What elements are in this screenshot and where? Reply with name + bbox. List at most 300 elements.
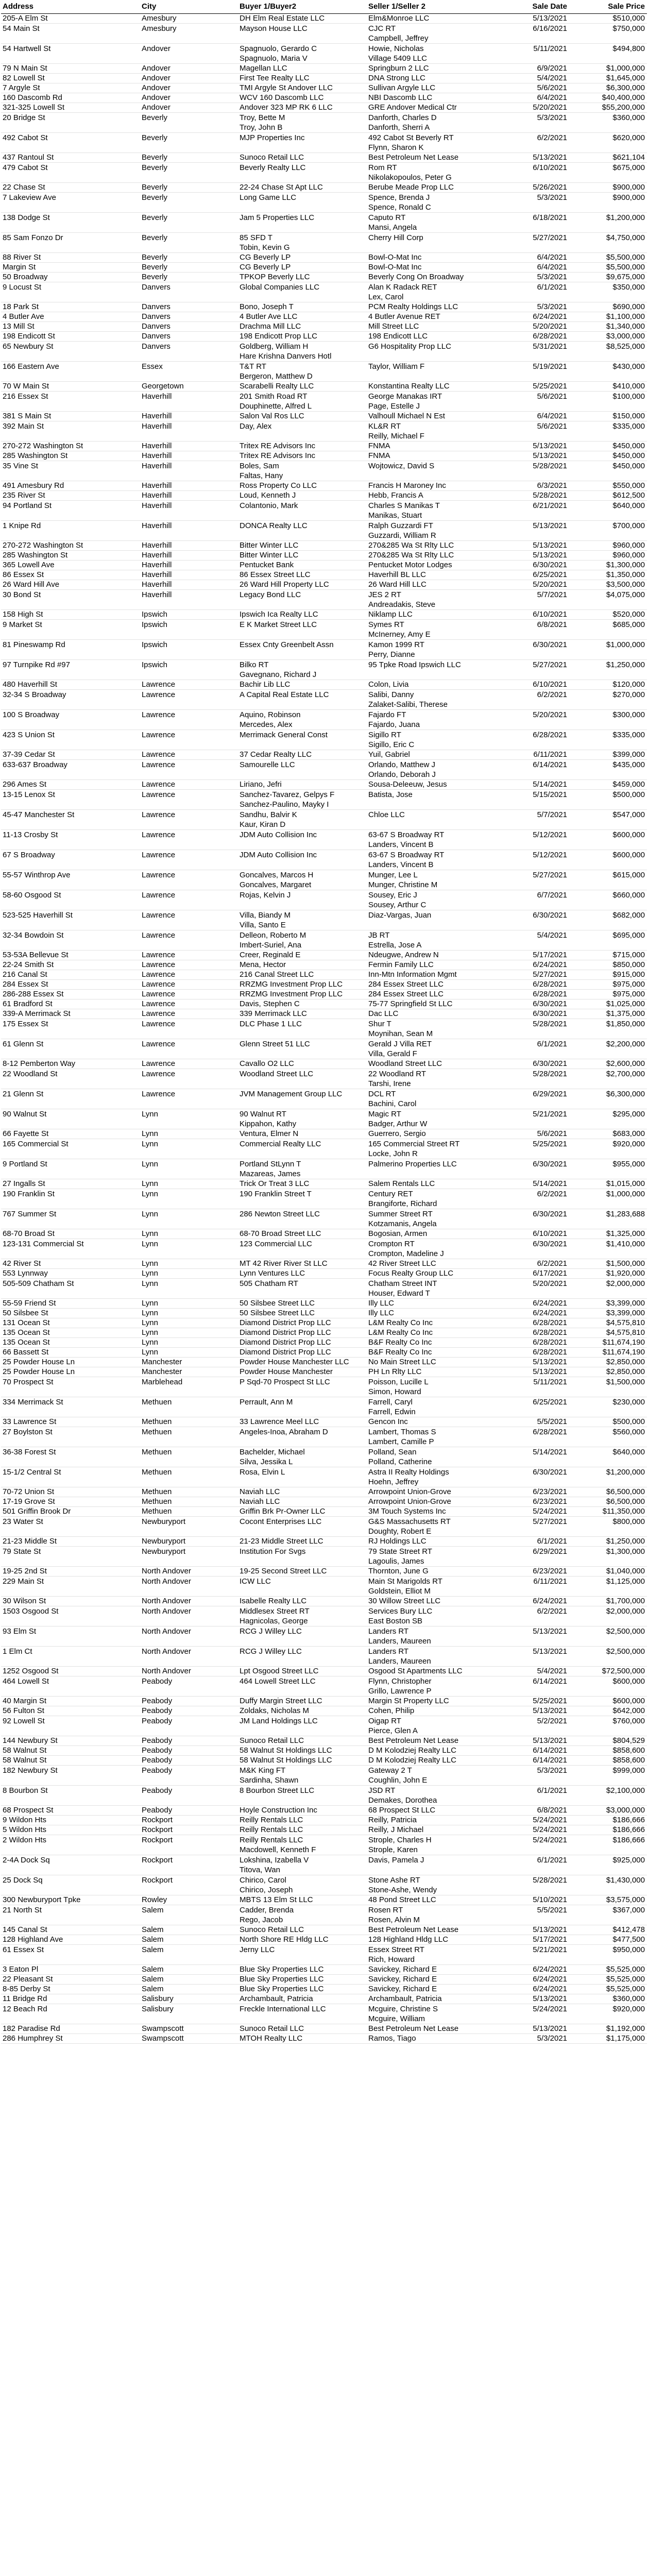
cell-sale-date: 6/30/2021: [533, 999, 567, 1008]
table-row: [1, 890, 647, 910]
table-row: [1, 163, 647, 183]
cell-city: Lawrence: [142, 750, 176, 759]
cell-city: North Andover: [142, 1647, 191, 1656]
cell-sale-date: 5/24/2021: [533, 1836, 567, 1844]
cell-seller: Rosen RT Rosen, Alvin M: [368, 1906, 420, 1924]
table-row: [1, 1716, 647, 1736]
cell-buyer: Boles, Sam Faltas, Hany: [240, 462, 283, 480]
cell-buyer: Lokshina, Izabella V Titova, Wan: [240, 1856, 309, 1874]
cell-seller: 48 Pond Street LLC: [368, 1895, 436, 1904]
cell-sale-date: 6/21/2021: [533, 501, 567, 510]
cell-address: 285 Washington St: [3, 551, 68, 560]
cell-seller: Ralph Guzzardi FT Guzzardi, William R: [368, 521, 436, 540]
cell-sale-date: 6/28/2021: [533, 1428, 567, 1436]
cell-sale-date: 5/11/2021: [533, 44, 567, 53]
cell-address: 15-1/2 Central St: [3, 1468, 61, 1477]
cell-sale-price: $760,000: [612, 1717, 645, 1725]
table-row: [1, 561, 647, 570]
table-row: [1, 1239, 647, 1259]
cell-address: 286 Humphrey St: [3, 2034, 63, 2043]
cell-city: Rockport: [142, 1825, 173, 1834]
cell-city: Lynn: [142, 1240, 158, 1248]
cell-seller: Rom RT Nikolakopoulos, Peter G: [368, 163, 452, 182]
cell-sale-date: 5/20/2021: [533, 103, 567, 112]
cell-sale-date: 6/28/2021: [533, 1348, 567, 1357]
cell-address: 7 Lakeview Ave: [3, 193, 56, 202]
cell-address: 22 Chase St: [3, 183, 45, 192]
cell-sale-price: $1,000,000: [606, 640, 645, 649]
cell-city: Lawrence: [142, 710, 176, 719]
cell-sale-date: 5/6/2021: [537, 1129, 567, 1138]
cell-city: Salisbury: [142, 1994, 174, 2003]
cell-buyer: Reilly Rentals LLC Macdowell, Kenneth F: [240, 1836, 316, 1854]
table-row: [1, 1367, 647, 1377]
cell-sale-date: 5/25/2021: [533, 1140, 567, 1148]
cell-sale-price: $690,000: [612, 302, 645, 311]
table-row: [1, 730, 647, 750]
cell-sale-price: $1,645,000: [606, 74, 645, 82]
cell-sale-date: 6/25/2021: [533, 570, 567, 579]
cell-seller: B&F Realty Co Inc: [368, 1338, 432, 1347]
cell-address: 479 Cabot St: [3, 163, 48, 172]
cell-sale-price: $510,000: [612, 14, 645, 23]
cell-sale-price: $615,000: [612, 871, 645, 879]
cell-sale-date: 6/24/2021: [533, 1975, 567, 1984]
cell-city: Lawrence: [142, 891, 176, 900]
cell-buyer: CG Beverly LP: [240, 263, 291, 272]
cell-city: Peabody: [142, 1677, 173, 1686]
cell-seller: Cherry Hill Corp: [368, 233, 423, 242]
cell-address: 27 Ingalls St: [3, 1179, 45, 1188]
cell-sale-date: 5/7/2021: [537, 810, 567, 819]
cell-address: 97 Turnpike Rd #97: [3, 660, 70, 669]
cell-sale-date: 6/30/2021: [533, 911, 567, 920]
cell-buyer: Aquino, Robinson Mercedes, Alex: [240, 710, 301, 729]
cell-address: 9 Wildon Hts: [3, 1816, 47, 1824]
cell-city: Haverhill: [142, 561, 172, 569]
cell-city: North Andover: [142, 1567, 191, 1575]
cell-buyer: Magellan LLC: [240, 64, 287, 73]
table-row: [1, 1377, 647, 1397]
cell-buyer: Ipswich Ica Realty LLC: [240, 610, 318, 619]
cell-sale-date: 5/7/2021: [537, 590, 567, 599]
cell-address: 66 Fayette St: [3, 1129, 49, 1138]
cell-sale-price: $4,075,000: [606, 590, 645, 599]
table-row: [1, 1766, 647, 1786]
cell-seller: Flynn, Christopher Grillo, Lawrence P: [368, 1677, 432, 1696]
cell-sale-price: $1,430,000: [606, 1876, 645, 1885]
cell-sale-date: 5/19/2021: [533, 362, 567, 371]
cell-sale-price: $955,000: [612, 1160, 645, 1168]
cell-address: 65 Newbury St: [3, 342, 54, 351]
cell-city: North Andover: [142, 1667, 191, 1675]
cell-address: 392 Main St: [3, 422, 44, 431]
cell-buyer: Bilko RT Gavegnano, Richard J: [240, 660, 317, 679]
cell-seller: Stone Ashe RT Stone-Ashe, Wendy: [368, 1876, 437, 1894]
cell-address: 68 Prospect St: [3, 1806, 54, 1815]
table-row: [1, 1994, 647, 2004]
table-row: [1, 253, 647, 263]
cell-address: 55-59 Friend St: [3, 1299, 56, 1308]
table-row: [1, 1597, 647, 1606]
cell-seller: Landers RT Landers, Maureen: [368, 1627, 431, 1646]
table-row: [1, 830, 647, 850]
cell-seller: Caputo RT Mansi, Angela: [368, 213, 417, 232]
cell-seller: Services Bury LLC East Boston SB: [368, 1607, 433, 1625]
cell-sale-price: $858,600: [612, 1746, 645, 1755]
cell-city: Lynn: [142, 1279, 158, 1288]
cell-seller: 3M Touch Systems Inc: [368, 1507, 446, 1516]
cell-address: 79 N Main St: [3, 64, 47, 73]
cell-seller: Charles S Manikas T Manikas, Stuart: [368, 501, 440, 520]
cell-seller: Oigap RT Pierce, Glen A: [368, 1717, 418, 1735]
cell-sale-price: $999,000: [612, 1766, 645, 1775]
cell-city: Methuen: [142, 1428, 172, 1436]
cell-sale-date: 5/17/2021: [533, 1935, 567, 1944]
cell-city: Ipswich: [142, 660, 168, 669]
cell-sale-price: $500,000: [612, 790, 645, 799]
table-row: [1, 1059, 647, 1069]
cell-seller: Haverhill BL LLC: [368, 570, 426, 579]
cell-address: 40 Margin St: [3, 1697, 47, 1705]
table-row: [1, 332, 647, 342]
cell-address: 85 Sam Fonzo Dr: [3, 233, 63, 242]
cell-sale-price: $547,000: [612, 810, 645, 819]
cell-address: 30 Wilson St: [3, 1597, 46, 1605]
cell-seller: Main St Marigolds RT Goldstein, Elliot M: [368, 1577, 442, 1596]
table-row: [1, 133, 647, 153]
cell-address: 61 Essex St: [3, 1945, 44, 1954]
cell-sale-price: $3,000,000: [606, 332, 645, 341]
cell-buyer: RCG J Willey LLC: [240, 1627, 302, 1636]
table-row: [1, 282, 647, 302]
table-row: [1, 302, 647, 312]
cell-city: Lynn: [142, 1299, 158, 1308]
cell-sale-price: $550,000: [612, 481, 645, 490]
cell-address: 81 Pineswamp Rd: [3, 640, 65, 649]
table-row: [1, 193, 647, 213]
cell-seller: Focus Realty Group LLC: [368, 1269, 454, 1278]
cell-sale-price: $920,000: [612, 2005, 645, 2013]
cell-city: Lawrence: [142, 851, 176, 859]
cell-address: 160 Dascomb Rd: [3, 93, 62, 102]
cell-sale-price: $600,000: [612, 831, 645, 839]
cell-address: 22-24 Smith St: [3, 960, 54, 969]
cell-seller: Arrowpoint Union-Grove: [368, 1497, 451, 1506]
cell-address: 21 Glenn St: [3, 1090, 44, 1098]
cell-city: Methuen: [142, 1468, 172, 1477]
cell-city: Lawrence: [142, 1020, 176, 1028]
cell-city: Amesbury: [142, 14, 177, 23]
cell-address: 53-53A Bellevue St: [3, 951, 69, 959]
cell-address: 190 Franklin St: [3, 1190, 55, 1198]
cell-sale-date: 6/4/2021: [537, 263, 567, 272]
cell-address: 50 Broadway: [3, 273, 48, 281]
table-row: [1, 74, 647, 83]
cell-seller: Howie, Nicholas Village 5409 LLC: [368, 44, 427, 63]
cell-address: 68-70 Broad St: [3, 1229, 55, 1238]
cell-seller: Sigillo RT Sigillo, Eric C: [368, 731, 415, 749]
cell-seller: Cohen, Philip: [368, 1706, 415, 1715]
cell-address: 5 Wildon Hts: [3, 1825, 47, 1834]
cell-buyer: ICW LLC: [240, 1577, 271, 1586]
cell-city: Lawrence: [142, 760, 176, 769]
cell-address: 3 Eaton Pl: [3, 1965, 39, 1974]
cell-city: Peabody: [142, 1766, 173, 1775]
cell-city: Lawrence: [142, 970, 176, 979]
cell-address: 86 Essex St: [3, 570, 44, 579]
cell-sale-price: $2,500,000: [606, 1627, 645, 1636]
cell-seller: PH Ln Rlty LLC: [368, 1367, 422, 1376]
cell-seller: 4 Butler Avenue RET: [368, 312, 440, 321]
cell-seller: Konstantina Realty LLC: [368, 382, 450, 391]
cell-seller: 30 Willow Street LLC: [368, 1597, 441, 1605]
cell-sale-price: $685,000: [612, 620, 645, 629]
cell-seller: Savickey, Richard E: [368, 1975, 437, 1984]
cell-sale-price: $1,025,000: [606, 999, 645, 1008]
cell-sale-date: 6/28/2021: [533, 1338, 567, 1347]
cell-city: Lawrence: [142, 780, 176, 789]
cell-city: Lynn: [142, 1348, 158, 1357]
table-row: [1, 1855, 647, 1875]
cell-address: 58-60 Osgood St: [3, 891, 61, 900]
cell-buyer: Sunoco Retail LLC: [240, 153, 304, 162]
cell-city: Lynn: [142, 1269, 158, 1278]
table-row: [1, 2024, 647, 2034]
cell-address: 216 Canal St: [3, 970, 47, 979]
cell-sale-date: 6/7/2021: [537, 891, 567, 900]
cell-sale-date: 5/27/2021: [533, 233, 567, 242]
table-row: [1, 590, 647, 610]
cell-sale-price: $915,000: [612, 970, 645, 979]
cell-city: Lynn: [142, 1309, 158, 1317]
cell-city: Lynn: [142, 1140, 158, 1148]
table-row: [1, 1129, 647, 1139]
cell-sale-date: 6/10/2021: [533, 163, 567, 172]
cell-seller: George Manakas IRT Page, Estelle J: [368, 392, 442, 411]
cell-city: North Andover: [142, 1607, 191, 1616]
cell-address: 25 Dock Sq: [3, 1876, 43, 1885]
table-row: [1, 83, 647, 93]
table-row: [1, 1269, 647, 1279]
table-row: [1, 1935, 647, 1945]
table-row: [1, 461, 647, 481]
cell-buyer: Blue Sky Properties LLC: [240, 1965, 324, 1974]
cell-sale-price: $2,500,000: [606, 1647, 645, 1656]
cell-city: Lynn: [142, 1318, 158, 1327]
cell-address: 8-12 Pemberton Way: [3, 1059, 76, 1068]
cell-city: Beverly: [142, 133, 168, 142]
cell-sale-price: $9,675,000: [606, 273, 645, 281]
cell-buyer: Mayson House LLC: [240, 24, 308, 33]
cell-sale-price: $640,000: [612, 1448, 645, 1456]
cell-sale-price: $8,525,000: [606, 342, 645, 351]
cell-buyer: Duffy Margin Street LLC: [240, 1697, 322, 1705]
cell-address: 25 Powder House Ln: [3, 1367, 75, 1376]
cell-city: Beverly: [142, 163, 168, 172]
cell-address: 58 Walnut St: [3, 1746, 47, 1755]
cell-sale-price: $920,000: [612, 1140, 645, 1148]
cell-buyer: M&K King FT Sardinha, Shawn: [240, 1766, 299, 1785]
table-row: [1, 1069, 647, 1089]
cell-sale-date: 6/28/2021: [533, 980, 567, 989]
cell-city: Salisbury: [142, 2005, 174, 2013]
cell-buyer: Scarabelli Realty LLC: [240, 382, 314, 391]
cell-seller: Shur T Moynihan, Sean M: [368, 1020, 433, 1038]
cell-sale-price: $4,750,000: [606, 233, 645, 242]
table-row: [1, 1816, 647, 1825]
cell-sale-price: $2,200,000: [606, 1040, 645, 1048]
cell-seller: Wojtowicz, David S: [368, 462, 435, 470]
cell-seller: Margin St Property LLC: [368, 1697, 449, 1705]
cell-sale-price: $1,015,000: [606, 1179, 645, 1188]
table-row: [1, 750, 647, 760]
cell-city: Beverly: [142, 153, 168, 162]
cell-city: Danvers: [142, 342, 170, 351]
cell-address: 2-4A Dock Sq: [3, 1856, 50, 1865]
cell-sale-price: $683,000: [612, 1129, 645, 1138]
cell-city: Peabody: [142, 1736, 173, 1745]
cell-city: Lynn: [142, 1210, 158, 1218]
cell-sale-date: 6/30/2021: [533, 1240, 567, 1248]
cell-sale-price: $410,000: [612, 382, 645, 391]
table-row: [1, 1309, 647, 1318]
table-row: [1, 213, 647, 233]
table-row: [1, 1965, 647, 1975]
cell-city: Lawrence: [142, 931, 176, 940]
table-row: [1, 113, 647, 133]
cell-sale-date: 5/13/2021: [533, 451, 567, 460]
cell-sale-price: $1,340,000: [606, 322, 645, 331]
table-row: [1, 680, 647, 690]
table-row: [1, 1577, 647, 1597]
cell-seller: Landers RT Landers, Maureen: [368, 1647, 431, 1666]
cell-city: Rockport: [142, 1876, 173, 1885]
cell-buyer: P Sqd-70 Prospect St LLC: [240, 1378, 330, 1386]
cell-city: Newburyport: [142, 1537, 186, 1546]
cell-city: Haverhill: [142, 590, 172, 599]
cell-sale-price: $477,500: [612, 1935, 645, 1944]
cell-buyer: Sunoco Retail LLC: [240, 1736, 304, 1745]
cell-city: Haverhill: [142, 422, 172, 431]
table-row: [1, 1825, 647, 1835]
cell-buyer: Portland StLynn T Mazareas, James: [240, 1160, 301, 1178]
cell-address: 70 W Main St: [3, 382, 49, 391]
cell-seller: 68 Prospect St LLC: [368, 1806, 436, 1815]
cell-sale-date: 6/25/2021: [533, 1398, 567, 1406]
cell-sale-price: $1,250,000: [606, 1537, 645, 1546]
cell-seller: 128 Highland Hldg LLC: [368, 1935, 449, 1944]
cell-seller: D M Kolodziej Realty LLC: [368, 1746, 456, 1755]
cell-seller: Hebb, Francis A: [368, 491, 423, 500]
cell-buyer: Goldberg, William H Hare Krishna Danvers Hotl: [240, 342, 332, 361]
cell-city: Lynn: [142, 1160, 158, 1168]
cell-seller: Mcguire, Christine S Mcguire, William: [368, 2005, 438, 2023]
table-row: [1, 312, 647, 322]
cell-city: Danvers: [142, 283, 170, 292]
cell-address: 50 Silsbee St: [3, 1309, 48, 1317]
cell-sale-date: 6/30/2021: [533, 640, 567, 649]
cell-sale-price: $11,674,190: [602, 1338, 645, 1347]
table-row: [1, 273, 647, 282]
cell-sale-date: 6/28/2021: [533, 731, 567, 739]
cell-sale-price: $700,000: [612, 521, 645, 530]
cell-sale-price: $960,000: [612, 551, 645, 560]
cell-buyer: Tritex RE Advisors Inc: [240, 451, 315, 460]
cell-buyer: Institution For Svgs: [240, 1547, 306, 1556]
table-row: [1, 960, 647, 970]
cell-address: 36-38 Forest St: [3, 1448, 56, 1456]
cell-sale-date: 5/28/2021: [533, 462, 567, 470]
cell-buyer: 37 Cedar Realty LLC: [240, 750, 312, 759]
cell-sale-date: 6/18/2021: [533, 213, 567, 222]
cell-sale-date: 6/1/2021: [537, 1786, 567, 1795]
cell-sale-price: $2,850,000: [606, 1358, 645, 1366]
cell-seller: Inn-Mtn Information Mgmt: [368, 970, 457, 979]
cell-sale-date: 5/27/2021: [533, 660, 567, 669]
cell-buyer: 198 Endicott Prop LLC: [240, 332, 317, 341]
cell-address: 92 Lowell St: [3, 1717, 45, 1725]
cell-buyer: Angeles-Inoa, Abraham D: [240, 1428, 328, 1436]
cell-sale-date: 5/27/2021: [533, 1517, 567, 1526]
cell-buyer: Bitter Winter LLC: [240, 551, 299, 560]
cell-sale-price: $1,000,000: [606, 1190, 645, 1198]
cell-buyer: Liriano, Jefri: [240, 780, 282, 789]
cell-buyer: Diamond District Prop LLC: [240, 1338, 331, 1347]
table-row: [1, 501, 647, 521]
cell-sale-price: $800,000: [612, 1517, 645, 1526]
cell-address: 32-34 S Broadway: [3, 690, 66, 699]
cell-sale-date: 5/13/2021: [533, 551, 567, 560]
cell-sale-price: $1,300,000: [606, 561, 645, 569]
cell-buyer: Samourelle LLC: [240, 760, 295, 769]
cell-seller: Reilly, J Michael: [368, 1825, 424, 1834]
cell-seller: Lambert, Thomas S Lambert, Camille P: [368, 1428, 436, 1446]
cell-buyer: Bachir Lib LLC: [240, 680, 291, 689]
cell-buyer: Cadder, Brenda Rego, Jacob: [240, 1906, 294, 1924]
table-row: [1, 1537, 647, 1547]
cell-sale-date: 6/1/2021: [537, 1537, 567, 1546]
cell-sale-date: 6/17/2021: [533, 1269, 567, 1278]
cell-city: Lawrence: [142, 999, 176, 1008]
cell-sale-price: $1,500,000: [606, 1378, 645, 1386]
cell-buyer: Merrimack General Const: [240, 731, 328, 739]
cell-sale-price: $150,000: [612, 412, 645, 420]
table-row: [1, 1925, 647, 1935]
cell-city: Rowley: [142, 1895, 167, 1904]
cell-address: 9 Locust St: [3, 283, 42, 292]
cell-buyer: Woodland Street LLC: [240, 1070, 314, 1078]
cell-buyer: Ross Property Co LLC: [240, 481, 317, 490]
table-row: [1, 491, 647, 501]
cell-city: Beverly: [142, 193, 168, 202]
cell-buyer: Cocont Enterprises LLC: [240, 1517, 322, 1526]
cell-seller: Yuil, Gabriel: [368, 750, 410, 759]
cell-seller: Gerald J Villa RET Villa, Gerald F: [368, 1040, 432, 1058]
cell-sale-price: $450,000: [612, 451, 645, 460]
cell-sale-date: 5/6/2021: [537, 392, 567, 401]
cell-seller: Palmerino Properties LLC: [368, 1160, 457, 1168]
cell-city: Lynn: [142, 1229, 158, 1238]
cell-sale-price: $621,104: [612, 153, 645, 162]
cell-address: 32-34 Bowdoin St: [3, 931, 64, 940]
cell-seller: Best Petroleum Net Lease: [368, 1925, 459, 1934]
cell-sale-price: $450,000: [612, 462, 645, 470]
cell-sale-date: 5/27/2021: [533, 871, 567, 879]
cell-address: 523-525 Haverhill St: [3, 911, 73, 920]
cell-buyer: Goncalves, Marcos H Goncalves, Margaret: [240, 871, 314, 889]
cell-sale-date: 6/14/2021: [533, 1746, 567, 1755]
